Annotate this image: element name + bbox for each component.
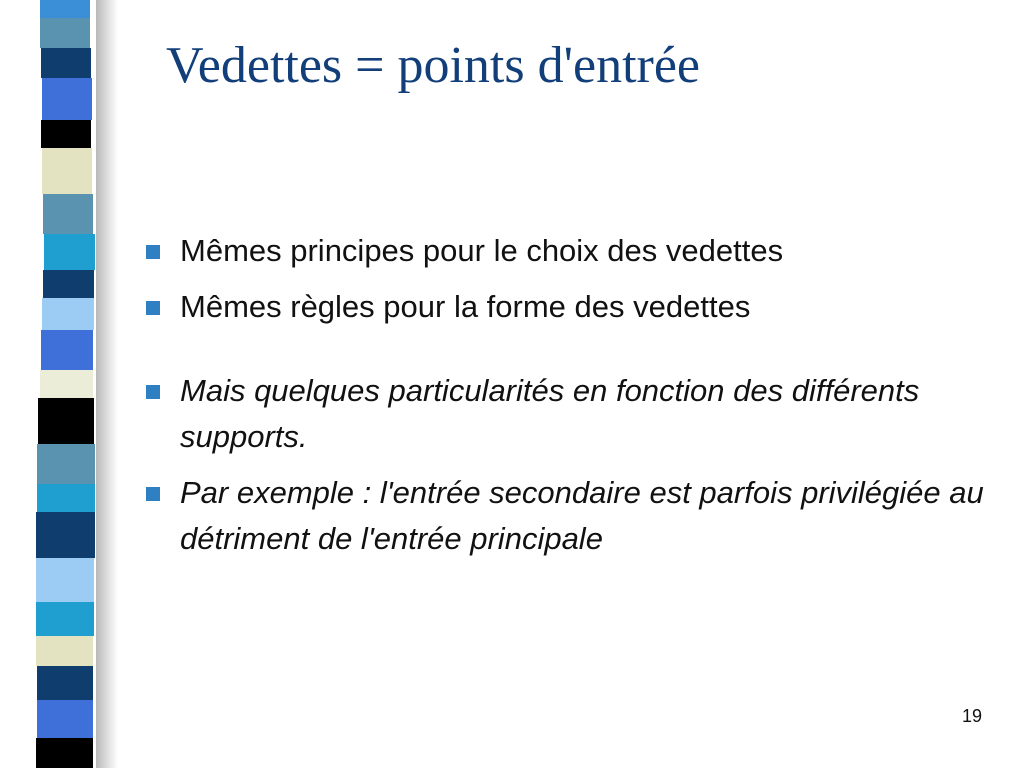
strip-band xyxy=(37,700,93,738)
strip-band xyxy=(37,666,93,700)
strip-band xyxy=(37,484,95,512)
bullet-list xyxy=(146,228,996,572)
strip-band xyxy=(40,0,90,18)
strip-band xyxy=(43,270,94,298)
bullet-item xyxy=(146,368,996,460)
square-bullet-icon xyxy=(146,487,160,501)
page-number: 19 xyxy=(962,706,983,726)
strip-band xyxy=(44,234,95,270)
bullet-text: Mêmes règles pour la forme des vedettes xyxy=(180,289,751,324)
square-bullet-icon xyxy=(146,385,160,399)
strip-band xyxy=(37,444,95,484)
bullet-text: Mais quelques particularités en fonction des différents supports. xyxy=(180,373,920,454)
bullet-item xyxy=(146,470,996,562)
strip-band xyxy=(41,330,93,370)
strip-band xyxy=(36,602,94,636)
strip-band xyxy=(40,370,93,398)
decorative-strip xyxy=(0,0,110,768)
strip-band xyxy=(38,398,94,444)
square-bullet-icon xyxy=(146,301,160,315)
strip-band xyxy=(41,48,91,78)
strip-band xyxy=(36,738,93,768)
strip-band xyxy=(43,194,93,234)
strip-band xyxy=(36,636,93,666)
strip-band xyxy=(42,148,92,194)
bullet-item xyxy=(146,284,996,330)
bullet-item xyxy=(146,228,996,274)
strip-band xyxy=(42,78,92,120)
bullet-text: Mêmes principes pour le choix des vedettes xyxy=(180,233,784,268)
strip-band xyxy=(36,558,94,602)
strip-band xyxy=(41,120,91,148)
strip-band xyxy=(40,18,90,48)
strip-band xyxy=(36,512,95,558)
bullet-text: Par exemple : l'entrée secondaire est parfois privilégiée au détriment de l'entrée principale xyxy=(180,475,984,556)
square-bullet-icon xyxy=(146,245,160,259)
slide-title: Vedettes = points d'entrée xyxy=(166,37,700,94)
strip-band xyxy=(42,298,94,330)
